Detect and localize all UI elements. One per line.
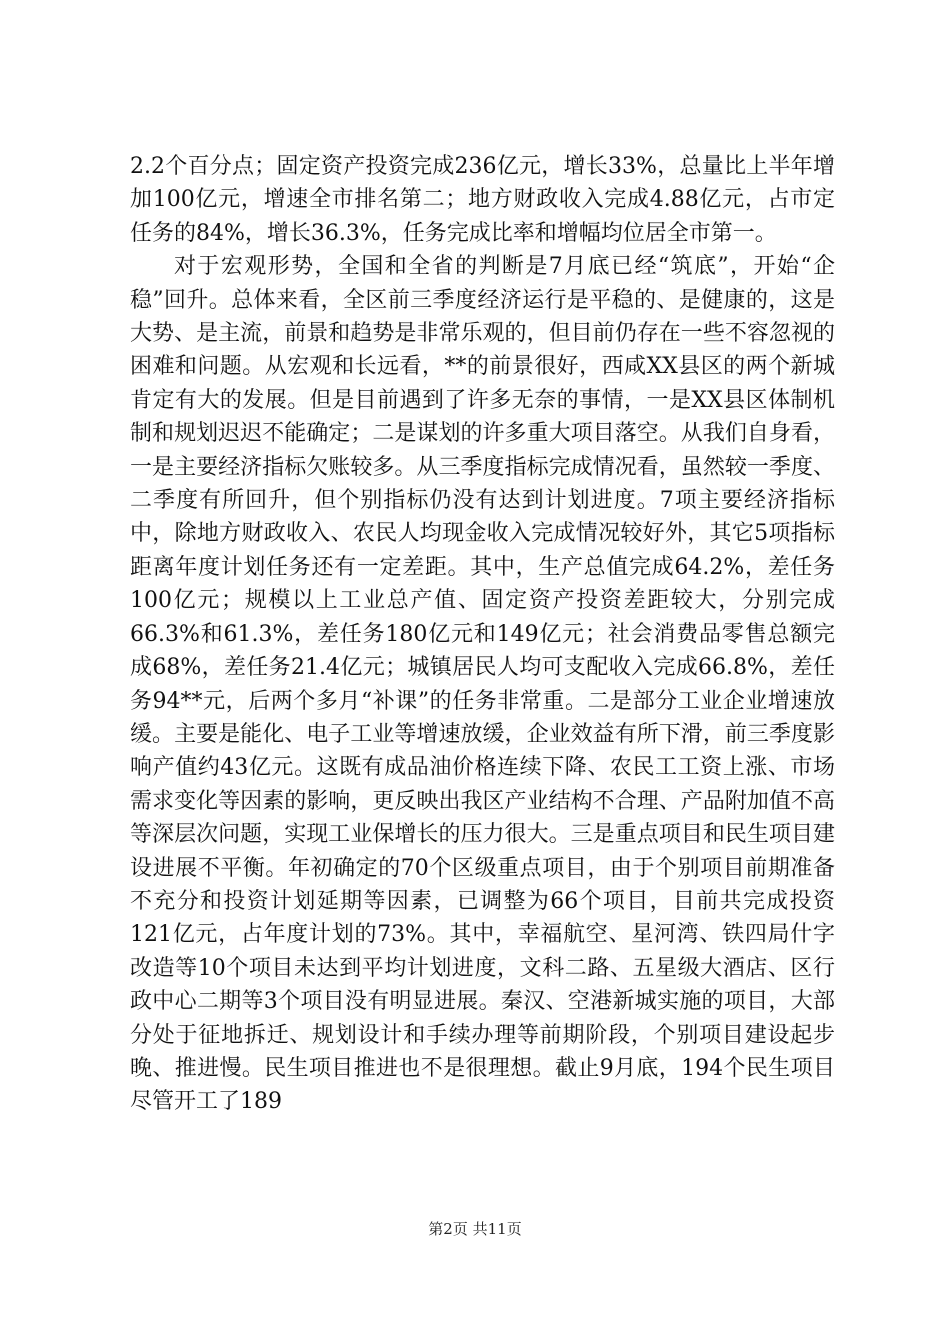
page-footer: 第2页 共11页 <box>428 1220 522 1238</box>
document-body <box>130 150 835 1119</box>
paragraph-continuation: 2.2个百分点；固定资产投资完成236亿元，增长33%，总量比上半年增加100亿元，增速全市排名第二；地方财政收入完成4.88亿元，占市定任务的84%，增长36.3%，任务完成比率和增幅均位居全市第一。 <box>130 154 835 246</box>
paragraph-macro-situation: 对于宏观形势，全国和全省的判断是7月底已经“筑底”，开始“企稳”回升。总体来看，全区前三季度经济运行是平稳的、是健康的，这是大势、是主流，前景和趋势是非常乐观的，但目前仍存在一些不容忽视的困难和问题。从宏观和长远看，**的前景很好，西咸XX县区的两个新城肯定有大的发展。但是目前遇到了许多无奈的事情，一是XX县区体制机制和规划迟迟不能确定；二是谋划的许多重大项目落空。从我们自身看，一是主要经济指标欠账较多。从三季度指标完成情况看，虽然较一季度、二季度有所回升，但个别指标仍没有达到计划进度。7项主要经济指标中，除地方财政收入、农民人均现金收入完成情况较好外，其它5项指标距离年度计划任务还有一定差距。其中，生产总值完成64.2%，差任务100亿元；规模以上工业总产值、固定资产投资差距较大，分别完成66.3%和61.3%，差任务180亿元和149亿元；社会消费品零售总额完成68%，差任务21.4亿元；城镇居民人均可支配收入完成66.8%，差任务94**元，后两个多月“补课”的任务非常重。二是部分工业企业增速放缓。主要是能化、电子工业等增速放缓，企业效益有所下滑，前三季度影响产值约43亿元。这既有成品油价格连续下降、农民工工资上涨、市场需求变化等因素的影响，更反映出我区产业结构不合理、产品附加值不高等深层次问题，实现工业保增长的压力很大。三是重点项目和民生项目建设进展不平衡。年初确定的70个区级重点项目，由于个别项目前期准备不充分和投资计划延期等因素，已调整为66个项目，目前共完成投资121亿元，占年度计划的73%。其中，幸福航空、星河湾、铁四局什字改造等10个项目未达到平均计划进度，文科二路、五星级大酒店、区行政中心二期等3个项目没有明显进展。秦汉、空港新城实施的项目，大部分处于征地拆迁、规划设计和手续办理等前期阶段，个别项目建设起步晚、推进慢。民生项目推进也不是很理想。截止9月底，194个民生项目尽管开工了189 <box>130 254 835 1115</box>
